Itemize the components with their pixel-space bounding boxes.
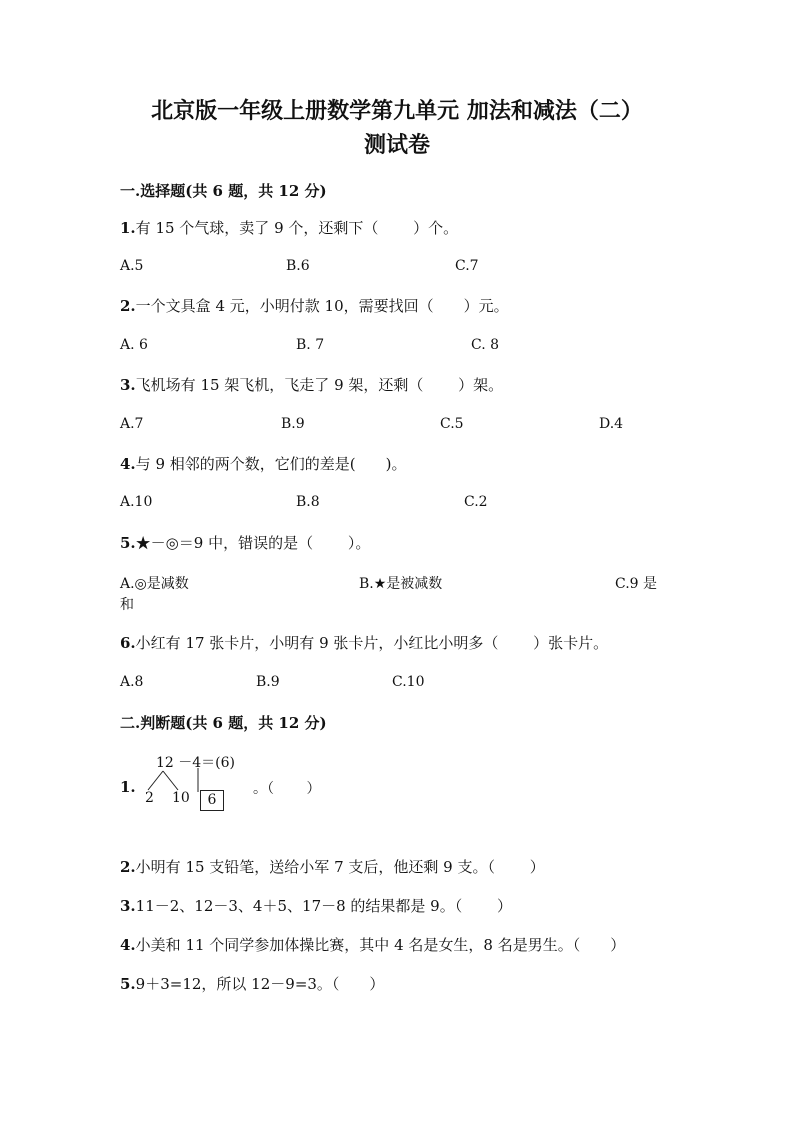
option-d: D.4	[599, 416, 624, 432]
question-1	[120, 218, 458, 238]
option-c-wrap: 和	[120, 597, 134, 613]
option-b: B.8	[296, 494, 320, 510]
document-title-line-2: 测试卷	[363, 132, 430, 158]
option-b: B.9	[281, 416, 305, 432]
question-text: 小红有 17 张卡片，小明有 9 张卡片，小红比小明多（ ）张卡片。	[135, 634, 609, 652]
question-text: 9＋3=12，所以 12－9=3。（ ）	[135, 975, 385, 993]
option-a: A.10	[120, 494, 153, 510]
question-text: 飞机场有 15 架飞机，飞走了 9 架，还剩（ ）架。	[135, 376, 504, 394]
question-text: ★－◎＝9 中，错误的是（ ）。	[135, 534, 371, 552]
judgment-question-1-number: 1.	[120, 778, 136, 796]
option-c: C.2	[464, 494, 488, 510]
judgment-question-5	[120, 974, 384, 994]
question-5	[120, 533, 370, 553]
question-text: 有 15 个气球，卖了 9 个，还剩下（ ）个。	[135, 219, 459, 237]
option-a: A.8	[120, 674, 144, 690]
option-b: B.9	[256, 674, 280, 690]
judgment-question-2	[120, 857, 545, 877]
question-3	[120, 375, 503, 395]
question-number: 5.	[120, 975, 136, 993]
branch-line-left	[148, 771, 163, 790]
section-heading-judgment: 二.判断题(共 6 题，共 12 分)	[120, 714, 327, 732]
option-c: C.7	[455, 258, 479, 274]
branch-line-right	[163, 771, 178, 790]
option-b: B. 7	[296, 337, 325, 353]
option-c: C.10	[392, 674, 425, 690]
question-number: 2.	[120, 297, 136, 315]
question-number: 2.	[120, 858, 136, 876]
option-a: A.7	[120, 416, 144, 432]
question-text: 小明有 15 支铅笔，送给小军 7 支后，他还剩 9 支。（ ）	[135, 858, 545, 876]
question-text: 11－2、12－3、4＋5、17－8 的结果都是 9。（ ）	[135, 897, 512, 915]
decomposition-branch-lines	[140, 768, 210, 792]
judgment-question-3	[120, 896, 512, 916]
option-c: C.5	[440, 416, 464, 432]
option-a: A.◎是减数	[120, 576, 189, 592]
question-text: 小美和 11 个同学参加体操比赛，其中 4 名是女生，8 名是男生。（ ）	[135, 936, 626, 954]
question-number: 4.	[120, 455, 136, 473]
decomposition-left-number: 2	[145, 790, 154, 806]
question-number: 3.	[120, 376, 136, 394]
section-heading-choice: 一.选择题(共 6 题，共 12 分)	[120, 182, 327, 200]
decomposition-right-number: 10	[172, 790, 190, 806]
question-number: 3.	[120, 897, 136, 915]
decomposition-expression: 12 －4＝(6)	[156, 755, 236, 771]
option-c: C.9 是	[615, 576, 658, 592]
option-a: A.5	[120, 258, 144, 274]
option-b: B.6	[286, 258, 310, 274]
answer-box: 6	[200, 790, 224, 811]
question-number: 6.	[120, 634, 136, 652]
judgment-question-1-tail: 。（ ）	[253, 781, 321, 797]
question-text: 与 9 相邻的两个数，它们的差是( )。	[135, 455, 407, 473]
option-b: B.★是被减数	[359, 576, 443, 592]
question-number: 5.	[120, 534, 136, 552]
question-number: 4.	[120, 936, 136, 954]
question-2	[120, 296, 509, 316]
document-title-line-1: 北京版一年级上册数学第九单元 加法和减法（二）	[151, 98, 643, 124]
question-text: 一个文具盒 4 元，小明付款 10，需要找回（ ）元。	[135, 297, 509, 315]
option-c: C. 8	[471, 337, 500, 353]
judgment-question-4	[120, 935, 625, 955]
question-number: 1.	[120, 219, 136, 237]
question-6	[120, 633, 608, 653]
option-a: A. 6	[120, 337, 148, 353]
question-4	[120, 454, 406, 474]
